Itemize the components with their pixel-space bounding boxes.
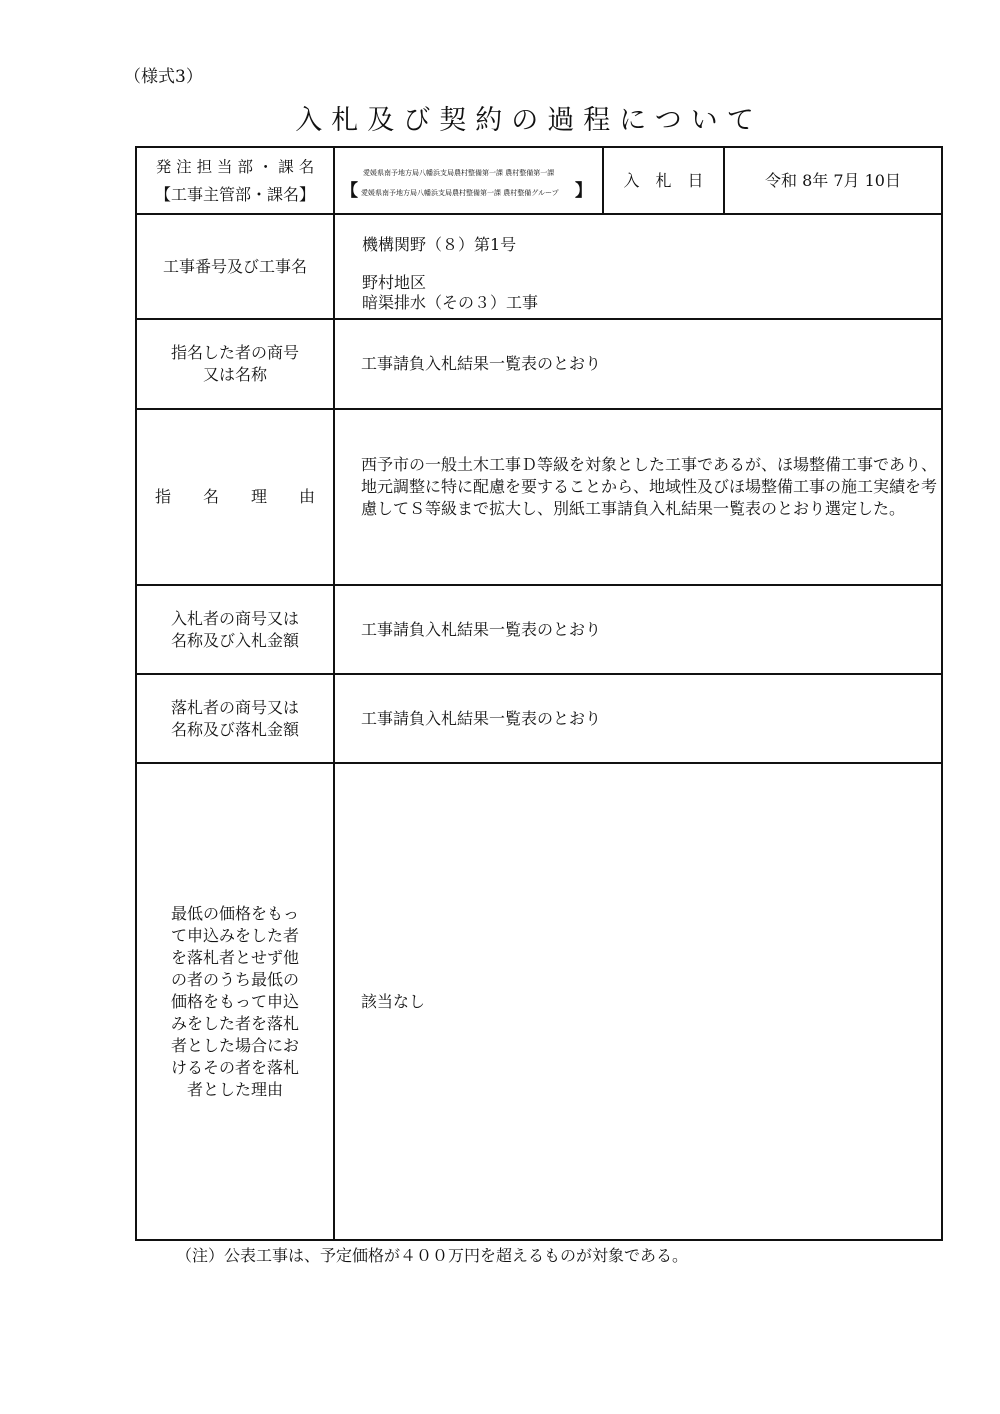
designated-label-line1: 指名した者の商号: [170, 343, 299, 362]
lowest-reason-label-line: 最低の価格をもっ: [170, 903, 299, 923]
reason-label: 指 名 理 由: [154, 487, 315, 506]
designated-label-line2: 又は名称: [202, 365, 267, 384]
lowest-reason-label-line: みをした者を落札: [170, 1013, 299, 1033]
bidders-value: 工事請負入札結果一覧表のとおり: [361, 619, 602, 639]
lowest-reason-label-line: 者とした場合にお: [170, 1035, 299, 1055]
winner-label-line2: 名称及び落札金額: [170, 719, 299, 739]
bid-date-label: 入 札 日: [623, 170, 704, 190]
lowest-reason-label-line: の者のうち最低の: [170, 969, 299, 989]
winner-value: 工事請負入札結果一覧表のとおり: [361, 708, 602, 728]
bidders-label: [137, 586, 333, 673]
winner-label-line1: 落札者の商号又は: [170, 697, 299, 717]
designated-value: 工事請負入札結果一覧表のとおり: [361, 354, 602, 373]
dept-value-line1: 愛媛県南予地方局八幡浜支局農村整備第一課 農村整備第一課: [363, 169, 555, 177]
lowest-reason-label-line: けるその者を落札: [170, 1057, 299, 1077]
dept-label: [137, 148, 333, 213]
bid-date-value: 令和 8年 7月 10日: [765, 170, 901, 190]
reason-value: 西予市の一般土木工事Ｄ等級を対象とした工事であるが、ほ場整備工事であり、地元調整に特に配慮を要することから、地域性及びほ場整備工事の施工実績を考慮してＳ等級まで拡大し、別紙工事請負入札結果一覧表のとおり選定した。: [361, 455, 938, 518]
bidders-label-line1: 入札者の商号又は: [170, 608, 299, 628]
dept-label-line2: 【工事主管部・課名】: [154, 184, 315, 204]
work-area: 野村地区: [362, 273, 427, 292]
work-number: 機構関野（８）第1号: [362, 235, 517, 254]
form-id: （様式3）: [124, 67, 203, 87]
lowest-reason-label-line: を落札者とせず他: [170, 947, 299, 967]
designated-label: [137, 320, 333, 408]
dept-value: [335, 148, 602, 213]
bidders-label-line2: 名称及び入札金額: [170, 630, 299, 650]
work-name-label: 工事番号及び工事名: [162, 256, 307, 276]
footnote: （注）公表工事は、予定価格が４００万円を超えるものが対象である。: [176, 1246, 689, 1265]
work-name-value: [335, 215, 941, 318]
lowest-reason-label: [137, 764, 333, 1239]
dept-label-line1: 発 注 担 当 部 ・ 課 名: [155, 157, 315, 176]
lowest-reason-value: 該当なし: [361, 991, 426, 1011]
work-title: 暗渠排水（その３）工事: [362, 293, 539, 312]
bracket-close: 】: [575, 181, 592, 201]
form-table: [135, 146, 943, 1241]
bracket-open: 【: [341, 181, 358, 201]
document-title: 入札及び契約の過程について: [295, 105, 763, 136]
lowest-reason-label-line: 者とした理由: [186, 1079, 283, 1099]
winner-label: [137, 675, 333, 762]
lowest-reason-label-line: 価格をもって申込: [170, 991, 299, 1011]
dept-value-line2: 愛媛県南予地方局八幡浜支局農村整備第一課 農村整備グループ: [361, 189, 559, 197]
lowest-reason-label-line: て申込みをした者: [170, 925, 299, 945]
